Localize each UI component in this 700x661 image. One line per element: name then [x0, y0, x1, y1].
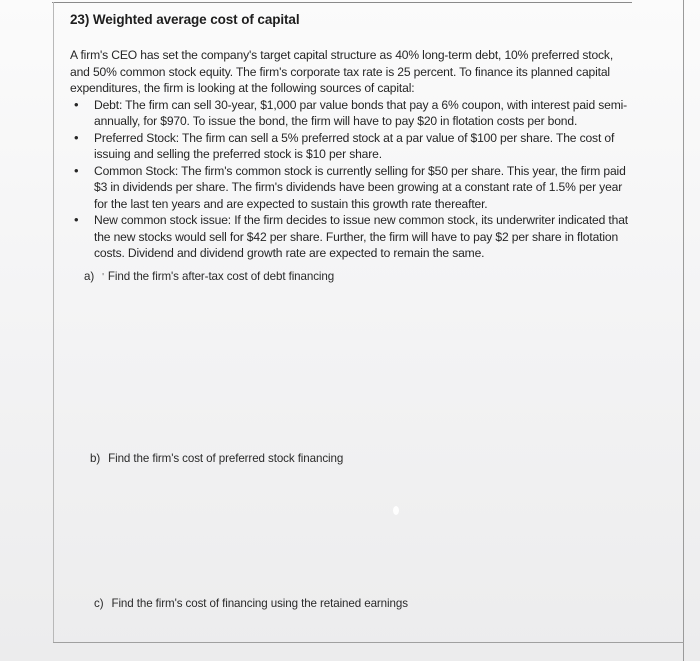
- question-text: Find the firm's cost of preferred stock financing: [108, 452, 344, 465]
- question-label: c): [94, 597, 104, 610]
- question-label: b): [90, 452, 101, 465]
- page-border-top: [52, 2, 632, 3]
- question-text: Find the firm's after-tax cost of debt financing: [107, 270, 335, 283]
- problem-intro: A firm's CEO has set the company's target capital structure as 40% long-term debt, 10% preferred stock, and 50% common stock equity. The firm's corporate tax rate is 25 percent. To finance its planned capital expenditures, the firm is looking at the following sources of capital:: [70, 48, 614, 95]
- source-item-common-stock: [74, 163, 634, 213]
- question-label: a): [84, 270, 95, 283]
- problem-body: [70, 12, 670, 262]
- page-border-left: [53, 2, 54, 642]
- source-text: Debt: The firm can sell 30-year, $1,000 par value bonds that pay a 6% coupon, with interest paid semi-annually, for $970. To issue the bond, the firm will have to pay $20 in flotation costs per bond.: [94, 97, 628, 128]
- bullet-icon: •: [74, 212, 79, 227]
- glare-spot: [393, 506, 399, 515]
- source-text: Common Stock: The firm's common stock is currently selling for $50 per share. This year, the firm paid $3 in dividends per share. The firm's dividends have been growing at a constant rate of 1.5% per year for the last ten years and are expected to sustain this growth rate thereafter.: [94, 163, 626, 211]
- question-c: [94, 597, 408, 610]
- source-item-new-common-stock: [74, 212, 634, 262]
- source-text: Preferred Stock: The firm can sell a 5% preferred stock at a par value of $100 per share. The cost of issuing and selling the preferred stock is $10 per share.: [94, 130, 615, 161]
- bullet-icon: •: [74, 96, 79, 112]
- question-b: [90, 452, 343, 465]
- bullet-icon: •: [74, 129, 79, 145]
- pen-mark: ': [102, 272, 104, 283]
- bullet-icon: •: [74, 162, 79, 178]
- problem-title: 23) Weighted average cost of capital: [70, 12, 300, 27]
- page-border-right: [683, 0, 684, 661]
- source-item-debt: [74, 97, 634, 130]
- question-a: [84, 270, 334, 283]
- source-item-preferred-stock: [74, 130, 634, 163]
- capital-sources-list: [70, 97, 670, 262]
- source-text: New common stock issue: If the firm decides to issue new common stock, its underwriter indicated that the new stocks would sell for $42 per share. Further, the firm will have to pay $2 per share in flotation costs. Dividend and dividend growth rate are expected to remain the same.: [94, 213, 628, 260]
- page-border-bottom: [53, 642, 684, 643]
- question-text: Find the firm's cost of financing using the retained earnings: [111, 597, 408, 610]
